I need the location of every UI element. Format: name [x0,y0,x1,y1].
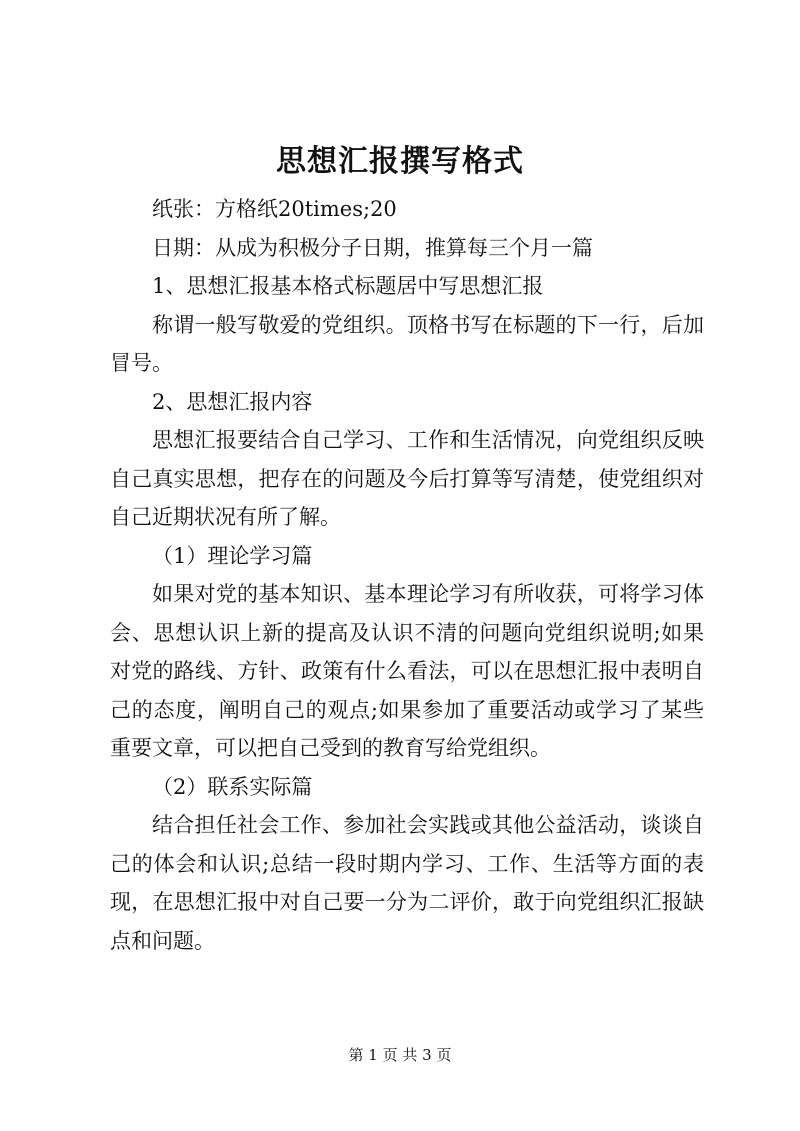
subheading-theory: （1）理论学习篇 [152,543,313,568]
document-title: 思想汇报撰写格式 [276,144,524,179]
section-heading-content: 2、思想汇报内容 [152,389,313,414]
practice-paragraph: 结合担任社会工作、参加社会实践或其他公益活动，谈谈自己的体会和认识;总结一段时期内学习、工作、生活等方面的表现，在思想汇报中对自己要一分为二评价，敢于向党组织汇报缺点和问题。 [110,813,704,953]
theory-paragraph: 如果对党的基本知识、基本理论学习有所收获，可将学习体会、思想认识上新的提高及认识不清的问题向党组织说明;如果对党的路线、方针、政策有什么看法，可以在思想汇报中表明自己的态度，阐明自己的观点;如果参加了重要活动或学习了某些重要文章，可以把自己受到的教育写给党组织。 [110,582,704,760]
salutation-paragraph: 称谓一般写敬爱的党组织。顶格书写在标题的下一行，后加冒号。 [110,312,704,375]
date-paragraph: 日期：从成为积极分子日期，推算每三个月一篇 [152,235,593,260]
subheading-practice: （2）联系实际篇 [152,774,313,799]
section-heading-format: 1、思想汇报基本格式标题居中写思想汇报 [152,274,544,298]
content-paragraph: 思想汇报要结合自己学习、工作和生活情况，向党组织反映自己真实思想，把存在的问题及今后打算等写清楚，使党组织对自己近期状况有所了解。 [110,428,704,529]
paper-spec-paragraph: 纸张：方格纸20times;20 [152,197,397,221]
page-footer: 第 1 页 共 3 页 [348,1046,452,1064]
document-body [110,190,704,960]
